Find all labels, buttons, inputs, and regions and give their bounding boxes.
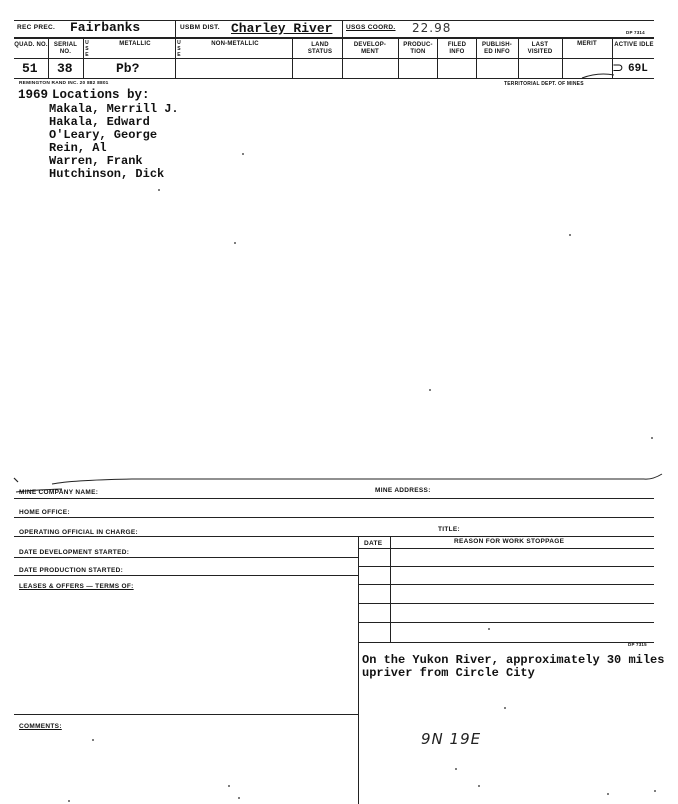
col-quad-no: QUAD. NO. (14, 42, 48, 48)
home-office-label: HOME OFFICE: (19, 509, 70, 516)
speck (488, 628, 490, 630)
col-filed-info: FILED INFO (447, 42, 467, 55)
speck (234, 242, 236, 244)
notes-name: Hutchinson, Dick (49, 167, 165, 181)
reason-col-header: REASON FOR WORK STOPPAGE (454, 538, 565, 545)
speck (242, 153, 244, 155)
col-use-nonmetallic: U S E (177, 40, 181, 58)
speck (92, 739, 94, 741)
row-serial: 38 (57, 61, 73, 76)
handwritten-coordinates: 9N 19E (421, 730, 482, 748)
speck (654, 790, 656, 792)
column-rule (14, 58, 654, 59)
row-active: 69L (628, 63, 648, 75)
speck (651, 437, 653, 439)
date-prod-started-label: DATE PRODUCTION STARTED: (19, 567, 124, 574)
title-label: TITLE: (438, 526, 461, 533)
row-quad: 51 (22, 61, 38, 76)
row-metallic: Pb? (116, 61, 140, 76)
col-metallic: METALLIC (119, 41, 151, 47)
notes-name: Warren, Frank (49, 154, 143, 168)
notes-name: Makala, Merrill J. (49, 102, 179, 116)
imprint-left: REMINGTON RAND INC. 20 882 8801 (19, 81, 109, 86)
col-active-idle: ACTIVE IDLE (614, 42, 654, 48)
col-land-status: LAND STATUS (307, 42, 333, 55)
notes-name: O'Leary, George (49, 128, 158, 142)
mine-company-name-label: MINE COMPANY NAME: (19, 489, 99, 496)
col-production: PRODUC-TION (403, 42, 433, 55)
date-dev-started-label: DATE DEVELOPMENT STARTED: (19, 549, 130, 556)
speck (478, 785, 480, 787)
rec-prec-value: Fairbanks (70, 20, 141, 35)
fold-curve (12, 470, 664, 496)
speck (607, 793, 609, 795)
col-development: DEVELOP-MENT (353, 42, 387, 55)
notes-heading: Locations by: (52, 88, 150, 102)
usbm-dist-value: Charley River (231, 21, 333, 36)
location-note-line: upriver from Circle City (362, 666, 535, 680)
col-non-metallic: NON-METALLIC (211, 41, 259, 47)
speck (455, 768, 457, 770)
speck (238, 797, 240, 799)
mine-address-label: MINE ADDRESS: (375, 487, 431, 494)
date-col-header: DATE (364, 540, 383, 547)
row-rule (14, 78, 654, 79)
location-note-line: On the Yukon River, approximately 30 miles (362, 653, 665, 667)
row-active-mark-icon: ⊃ (612, 60, 624, 76)
speck (504, 707, 506, 709)
col-last-visited: LAST VISITED (527, 42, 553, 55)
col-published-info: PUBLISH-ED INFO (482, 42, 512, 55)
comments-label: COMMENTS: (19, 723, 62, 730)
rec-prec-label: REC PREC. (17, 24, 56, 31)
imprint-right: TERRITORIAL DEPT. OF MINES (504, 81, 584, 87)
speck (569, 234, 571, 236)
speck (68, 800, 70, 802)
usgs-coord-value: 22.98 (412, 21, 452, 35)
col-serial-no: SERIAL NO. (53, 42, 78, 55)
lower-divider (358, 536, 359, 804)
col-merit: MERIT (577, 41, 597, 47)
notes-name: Hakala, Edward (49, 115, 150, 129)
operating-official-label: OPERATING OFFICIAL IN CHARGE: (19, 529, 138, 536)
form-number-2: DP 7315 (628, 642, 647, 647)
notes-name: Rein, Al (49, 141, 107, 155)
usgs-coord-label: USGS COORD. (346, 24, 396, 31)
row-pen-stroke-icon (580, 70, 616, 80)
notes-year: 1969 (18, 88, 49, 102)
leases-offers-label: LEASES & OFFERS — TERMS OF: (19, 583, 134, 590)
usbm-dist-label: USBM DIST. (180, 24, 220, 31)
speck (429, 389, 431, 391)
speck (158, 189, 160, 191)
header-rule (14, 37, 654, 39)
speck (228, 785, 230, 787)
col-use-metallic: U S E (85, 40, 89, 58)
form-number: DP 7314 (626, 30, 645, 35)
